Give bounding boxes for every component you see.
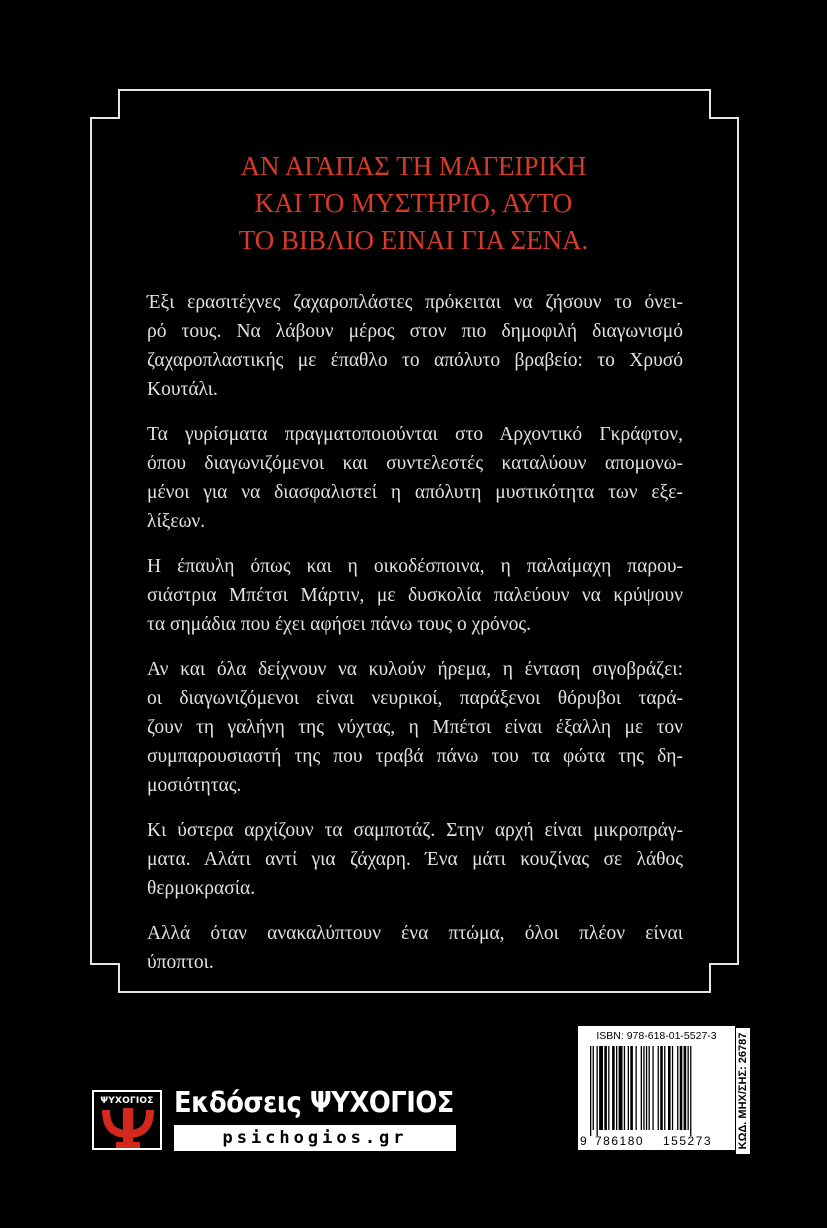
headline-line: ΚΑΙ ΤΟ ΜΥΣΤΗΡΙΟ, ΑΥΤΟ: [254, 188, 573, 218]
blurb-paragraph: [147, 552, 683, 639]
product-code: [736, 1028, 750, 1154]
frame-corner: [90, 89, 120, 119]
blurb-line: Η έπαυλη όπως και η οικοδέσποινα, η παλαίμαχη παρου-: [147, 556, 683, 577]
blurb-line: Έξι ερασιτέχνες ζαχαροπλάστες πρόκειται να ζήσουν το όνει-: [147, 292, 683, 313]
blurb-line: ζουν τη γαλήνη της νύχτας, η Μπέτσι είναι έξαλλη με τον: [147, 717, 683, 738]
blurb-line: μοσιότητας.: [147, 775, 242, 796]
blurb-paragraph: [147, 420, 683, 536]
blurb-line: ύποπτοι.: [147, 952, 214, 973]
barcode-bars: [586, 1046, 727, 1136]
barcode-bar: [624, 1046, 625, 1130]
barcode-bar: [668, 1046, 671, 1130]
blurb-line: Αλλά όταν ανακαλύπτουν ένα πτώμα, όλοι πλέον είναι: [147, 923, 683, 944]
blurb-line: θερμοκρασία.: [147, 878, 256, 899]
barcode-bar: [612, 1046, 615, 1130]
barcode-bar: [677, 1046, 678, 1130]
barcode-bar: [628, 1046, 629, 1130]
publisher-logo: [92, 1090, 162, 1150]
blurb-line: Αν και όλα δείχνουν να κυλούν ήρεμα, η ένταση σιγοβράζει:: [147, 659, 683, 680]
frame-corner: [90, 963, 120, 993]
barcode: [578, 1026, 735, 1150]
barcode-bar: [597, 1046, 598, 1136]
product-code-text: ΚΩΔ. ΜΗΧ/ΣΗΣ: 26787: [737, 1032, 749, 1150]
blurb-paragraph: [147, 919, 683, 977]
barcode-bar: [680, 1046, 683, 1130]
barcode-bar: [641, 1046, 642, 1130]
barcode-digits: [578, 1134, 735, 1148]
barcode-left-digits: 786180: [595, 1134, 645, 1148]
barcode-bar: [630, 1046, 633, 1130]
barcode-bar: [652, 1046, 653, 1130]
barcode-bar: [664, 1046, 665, 1130]
psi-icon: [102, 1108, 154, 1148]
barcode-bar: [660, 1046, 663, 1130]
barcode-bar: [604, 1046, 607, 1130]
blurb-line: Τα γυρίσματα πραγματοποιούνται στο Αρχοντικό Γκράφτον,: [147, 424, 683, 445]
barcode-bar: [690, 1046, 691, 1136]
blurb-paragraph: [147, 816, 683, 903]
publisher-block: [92, 1086, 462, 1154]
blurb-paragraph: [147, 655, 683, 800]
blurb-paragraph: [147, 288, 683, 404]
barcode-bar: [684, 1046, 687, 1130]
publisher-name: Εκδόσεις ΨΥΧΟΓΙΟΣ: [174, 1086, 454, 1119]
blurb-line: τα σημάδια που έχει αφήσει πάνω τους ο χρόνος.: [147, 614, 531, 635]
blurb-line: μένοι για να διασφαλιστεί η απόλυτη μυστικότητα των εξε-: [147, 482, 683, 503]
barcode-bar: [593, 1046, 594, 1130]
publisher-logo-label: ΨΥΧΟΓΙΟΣ: [100, 1096, 154, 1106]
barcode-bar: [649, 1046, 650, 1130]
barcode-first-digit: 9: [580, 1134, 587, 1148]
isbn-label: ISBN: 978-618-01-5527-3: [596, 1030, 717, 1042]
barcode-bar: [672, 1046, 673, 1130]
frame-corner: [709, 89, 739, 119]
frame-corner: [709, 963, 739, 993]
barcode-bar: [608, 1046, 609, 1130]
blurb-line: όπου διαγωνιζόμενοι και συντελεστές καταλύουν απομονω-: [147, 453, 683, 474]
headline-line: ΤΟ ΒΙΒΛΙΟ ΕΙΝΑΙ ΓΙΑ ΣΕΝΑ.: [238, 225, 589, 255]
barcode-bar: [658, 1046, 659, 1130]
barcode-bar: [636, 1046, 637, 1130]
blurb-line: συμπαρουσιαστή της που τραβά πάνω του τα φώτα της δη-: [147, 746, 683, 767]
blurb-line: ρό τους. Να λάβουν μέρος στον πιο δημοφιλή διαγωνισμό: [147, 321, 683, 342]
barcode-bar: [643, 1046, 644, 1130]
barcode-bar: [590, 1046, 591, 1136]
blurb-line: οι διαγωνιζόμενοι είναι νευρικοί, παράξενοι θόρυβοι ταρά-: [147, 688, 683, 709]
barcode-bar: [646, 1046, 647, 1130]
blurb-line: λίξεων.: [147, 511, 206, 532]
blurb-line: σιάστρια Μπέτσι Μάρτιν, με δυσκολία παλεύουν να κρύψουν: [147, 585, 683, 606]
barcode-bar: [688, 1046, 689, 1130]
barcode-right-digits: 155273: [663, 1134, 713, 1148]
barcode-bar: [616, 1046, 617, 1130]
headline-line: ΑΝ ΑΓΑΠΑΣ ΤΗ ΜΑΓΕΙΡΙΚΗ: [240, 151, 587, 181]
barcode-bar: [599, 1046, 603, 1130]
blurb-line: Κουτάλι.: [147, 379, 218, 400]
blurb-line: ζαχαροπλαστικής με έπαθλο το απόλυτο βραβείο: το Χρυσό: [147, 350, 683, 371]
blurb-text: [147, 288, 683, 993]
blurb-line: ματα. Αλάτι αντί για ζάχαρη. Ένα μάτι κουζίνας σε λάθος: [147, 849, 683, 870]
headline: [130, 148, 697, 259]
blurb-line: Κι ύστερα αρχίζουν τα σαμποτάζ. Στην αρχή είναι μικροπράγ-: [147, 820, 683, 841]
barcode-bar: [619, 1046, 623, 1130]
publisher-url[interactable]: psichogios.gr: [174, 1125, 456, 1151]
